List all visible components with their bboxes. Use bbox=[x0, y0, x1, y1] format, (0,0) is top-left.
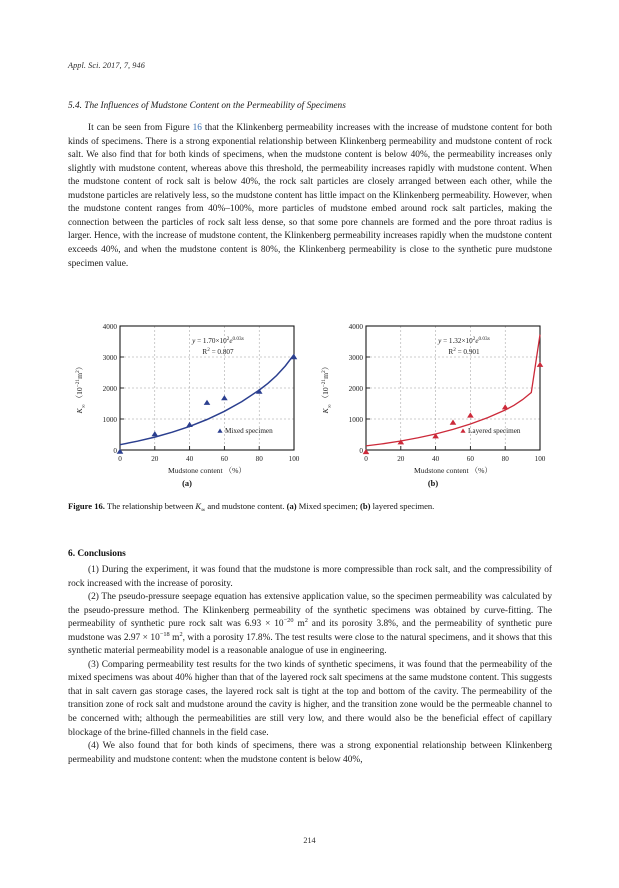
chart-a-xtick-0: 0 bbox=[118, 455, 122, 463]
conclusion-item-1: (1) During the experiment, it was found that the mudstone is more compressible than rock salt, and the compressibility of rock increased with the increase of porosity. bbox=[68, 565, 552, 589]
data-point bbox=[467, 412, 474, 417]
chart-a-ytick-2000: 2000 bbox=[102, 385, 117, 393]
chart-a-xtick-100: 100 bbox=[288, 455, 300, 463]
page-number: 214 bbox=[303, 836, 316, 845]
chart-a-x-ticks bbox=[120, 446, 294, 450]
chart-b-legend-label: Layered specimen bbox=[468, 427, 521, 435]
chart-a-legend bbox=[217, 427, 273, 435]
chart-b-xtick-0: 0 bbox=[364, 455, 368, 463]
figure-cross-reference[interactable]: 16 bbox=[192, 123, 202, 134]
figure-caption-b-text: layered specimen. bbox=[370, 501, 435, 511]
chart-b-equation bbox=[437, 336, 491, 356]
chart-b-legend bbox=[460, 427, 520, 435]
conclusion-item-4: (4) We also found that for both kinds of specimens, there was a strong exponential relationship between Klinkenberg permeability and mudstone content: when the mudstone content is below 40%, bbox=[68, 741, 552, 765]
chart-a-legend-label: Mixed specimen bbox=[225, 427, 273, 435]
chart-b-xtick-20: 20 bbox=[397, 455, 405, 463]
chart-a-sublabel: (a) bbox=[182, 479, 192, 488]
chart-b-ytick-0: 0 bbox=[359, 447, 363, 455]
paragraph-lead: It can be seen from Figure bbox=[88, 123, 193, 134]
conclusion-2-e: , with a porosity 17.8%. The test results were close to the natural specimens, and it shows that this synthetic material permeability model is a reasonable analogue of use in engineering. bbox=[68, 632, 552, 657]
figure-caption-part1: The relationship between bbox=[106, 501, 196, 511]
figure-caption-part2: and mudstone content. bbox=[205, 501, 287, 511]
chart-b-svg bbox=[314, 318, 552, 478]
running-head bbox=[68, 61, 145, 70]
chart-a-ytick-3000: 3000 bbox=[102, 354, 117, 362]
paragraph-rest: that the Klinkenberg permeability increases with the increase of mudstone content for both kinds of specimens. There is a strong exponential relationship between Klinkenberg permeability and mudstone content of rock salt. We also find that for both kinds of specimens, when the mudstone content is below 40%, the permeability increases only slightly with mudstone content, whereas above this threshold, the permeability increases rapidly with mudstone content. When the mudstone content of rock salt is below 40%, the rock salt particles are closely arranged between each other, while the mudstone particles are relatively less, so the mudstone content has little impact on the Klinkenberg permeability. However, when the mudstone content ranges from 40%–100%, more particles of mudstone embed around rock salt particles, making the connection between the particles of rock salt less dense, so that some pore channels are formed and the pore throat radius is larger. Hence, with the increase of mudstone content, the Klinkenberg permeability increases rapidly when the mudstone content exceeds 40%, and when the mudstone content is 80%, the Klinkenberg permeability is close to the synthetic pure mudstone specimen value. bbox=[68, 123, 552, 269]
figure-16 bbox=[68, 318, 552, 513]
data-point bbox=[221, 395, 228, 400]
chart-b-xtick-60: 60 bbox=[466, 455, 474, 463]
chart-b-x-ticks bbox=[366, 446, 540, 450]
data-point bbox=[152, 431, 159, 436]
svg-text:y = 1.32×102e0.03x: $y = 1.32\times 10^2e^{0.03x}$ bbox=[438, 336, 490, 345]
chart-a-yaxis-label bbox=[75, 363, 87, 415]
chart-a-xaxis-label: Mudstone content （%） bbox=[167, 466, 247, 475]
chart-a-xtick-60: 60 bbox=[220, 455, 228, 463]
chart-panel-b bbox=[314, 318, 552, 488]
data-point bbox=[186, 422, 193, 427]
conclusions-heading: 6. Conclusions bbox=[68, 549, 126, 559]
chart-b-xtick-100: 100 bbox=[534, 455, 546, 463]
chart-b-yaxis-label bbox=[321, 363, 333, 415]
data-point bbox=[502, 404, 509, 409]
running-head-text: Appl. Sci. 2017, 7, 946 bbox=[68, 61, 145, 70]
data-point bbox=[117, 449, 124, 454]
figure-caption-label: Figure 16. bbox=[68, 501, 105, 511]
conclusion-2-sup3: −18 bbox=[159, 630, 170, 638]
chart-b-xtick-80: 80 bbox=[501, 455, 509, 463]
conclusion-item-2 bbox=[68, 591, 552, 659]
figure-caption-b-tag: (b) bbox=[360, 501, 371, 511]
chart-a-xtick-80: 80 bbox=[255, 455, 263, 463]
chart-a-svg bbox=[68, 318, 306, 478]
conclusion-2-b: m bbox=[293, 619, 305, 630]
section-heading-5-4: 5.4. The Influences of Mudstone Content on the Permeability of Specimens bbox=[68, 101, 346, 111]
svg-text:R2 = 0.901: $R^2 = 0.901$ bbox=[448, 347, 480, 356]
section-5-4-paragraph bbox=[68, 122, 552, 271]
conclusion-2-d: m bbox=[169, 632, 180, 643]
figure-caption bbox=[68, 501, 552, 513]
chart-b-data-points bbox=[363, 362, 544, 454]
legend-marker-icon bbox=[217, 429, 222, 433]
legend-marker-icon bbox=[460, 429, 465, 433]
svg-text:K∞ （10−21m2）: $K_\infty$ $(10^{-21}m^2)$ bbox=[75, 362, 87, 414]
conclusion-2-sup1: −20 bbox=[283, 617, 294, 625]
chart-a-ytick-4000: 4000 bbox=[102, 323, 117, 331]
chart-a-data-points bbox=[117, 354, 298, 454]
chart-b-ytick-2000: 2000 bbox=[348, 385, 363, 393]
svg-text:R2 = 0.807: $R^2 = 0.807$ bbox=[202, 347, 234, 356]
chart-a-yaxis-units: （10 bbox=[75, 387, 84, 403]
conclusion-item-3: (3) Comparing permeability test results for the two kinds of synthetic specimens, it was found that the permeability of the mixed specimens was about 40% higher than that of the layered rock salt specimens at the same mudstone content. This suggests that in salt cavern gas storage cases, the layered rock salt is tight at the top and bottom of the cavity. The permeability of the transition zone of rock salt and mudstone around the cavity is higher, and the transition zone would be the permeable channel to be concerned with; although the permeabilities are still very low, and there would also be the beneficial effect of capillary blockage of the brine-filled channels in the field case. bbox=[68, 659, 552, 738]
chart-b-ytick-1000: 1000 bbox=[348, 416, 363, 424]
figure-caption-symbol: K bbox=[195, 501, 202, 511]
chart-a-yaxis-symbol: K bbox=[75, 408, 84, 414]
chart-b-sublabel: (b) bbox=[427, 479, 439, 488]
data-point bbox=[204, 400, 211, 405]
chart-b-xaxis-label: Mudstone content （%） bbox=[413, 466, 493, 475]
chart-b-y-ticks bbox=[366, 326, 370, 450]
chart-a-equation bbox=[191, 336, 245, 356]
data-point bbox=[537, 362, 544, 367]
section-6-conclusions bbox=[68, 549, 552, 767]
svg-text:y = 1.70×102e0.03x: $y = 1.70\times 10^2e^{0.03x}$ bbox=[192, 336, 244, 345]
svg-text:K∞ （10−21m2）: $K_\infty$ $(10^{-21}m^2)$ bbox=[321, 362, 333, 414]
figure-caption-symbol-sub: ∞ bbox=[201, 507, 206, 514]
data-point bbox=[450, 420, 457, 425]
chart-b-ytick-4000: 4000 bbox=[348, 323, 363, 331]
chart-a-y-ticks bbox=[120, 326, 124, 450]
chart-b-xtick-40: 40 bbox=[432, 455, 440, 463]
chart-a-ytick-0: 0 bbox=[113, 447, 117, 455]
figure-caption-a-text: Mixed specimen; bbox=[296, 501, 361, 511]
conclusion-2-c: and its porosity 3.8%, and the permeability of synthetic pure mudstone was 2.97 × 10 bbox=[68, 619, 552, 643]
section-5-4 bbox=[68, 100, 552, 271]
conclusion-2-sup2: 2 bbox=[304, 617, 308, 625]
chart-a-xtick-20: 20 bbox=[151, 455, 159, 463]
chart-a-xtick-40: 40 bbox=[186, 455, 194, 463]
chart-b-ytick-3000: 3000 bbox=[348, 354, 363, 362]
figure-caption-a-tag: (a) bbox=[286, 501, 297, 511]
charts-row bbox=[68, 318, 552, 488]
conclusion-2-sup4: 2 bbox=[179, 630, 183, 638]
conclusion-2-a: (2) The pseudo-pressure seepage equation has extensive application value, so the specimen permeability was calculated by the pseudo-pressure method. The Klinkenberg permeability of the synthetic specimens was obtained by curve-fitting. The permeability of synthetic pure rock salt was 6.93 × 10 bbox=[68, 592, 552, 630]
chart-a-ytick-1000: 1000 bbox=[102, 416, 117, 424]
chart-panel-a bbox=[68, 318, 306, 488]
